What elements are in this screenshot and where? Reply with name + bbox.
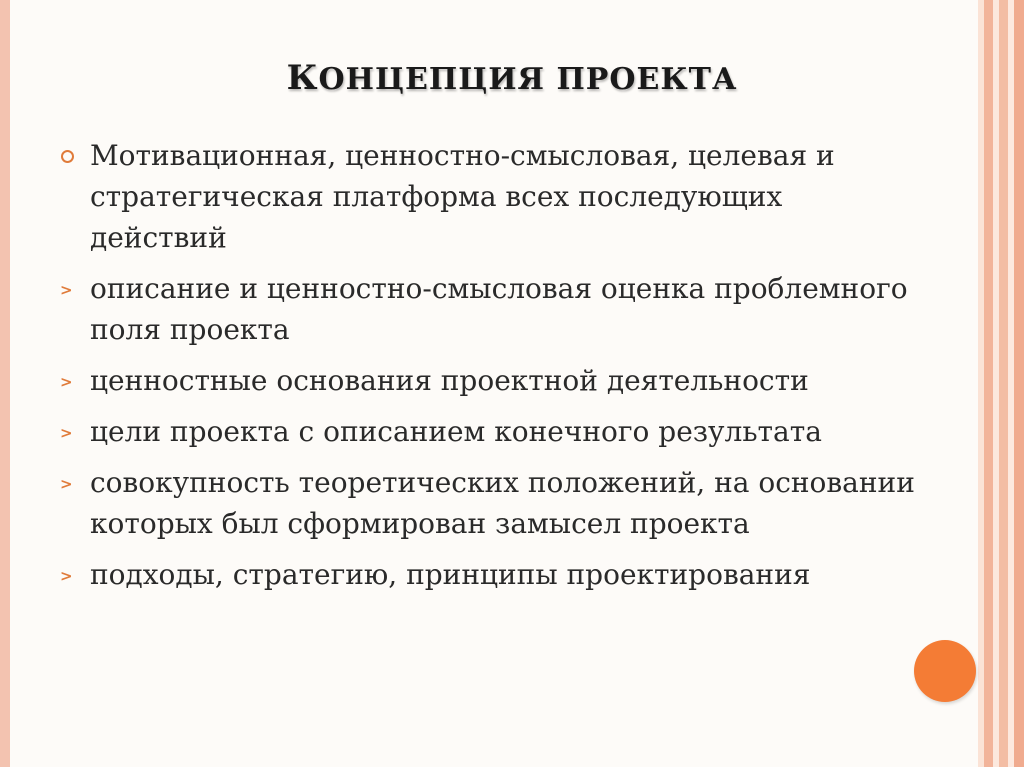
arrow-bullet-icon bbox=[60, 462, 82, 503]
bullet-list bbox=[60, 135, 920, 605]
list-item bbox=[60, 268, 920, 350]
list-item bbox=[60, 135, 920, 258]
list-item bbox=[60, 360, 920, 401]
arrow-bullet-glyph: > bbox=[60, 424, 73, 442]
list-item-text: совокупность теоретических положений, на основании которых был сформирован замысел проекта bbox=[90, 466, 915, 540]
decorative-stripe bbox=[999, 0, 1008, 767]
decorative-stripe bbox=[984, 0, 993, 767]
list-item bbox=[60, 462, 920, 544]
decorative-stripe bbox=[1014, 0, 1024, 767]
ring-bullet-icon bbox=[60, 135, 82, 176]
arrow-bullet-glyph: > bbox=[60, 475, 73, 493]
slide-title-first-letter: К bbox=[286, 58, 319, 98]
list-item-text: ценностные основания проектной деятельности bbox=[90, 364, 809, 397]
arrow-bullet-icon bbox=[60, 411, 82, 452]
list-item bbox=[60, 554, 920, 595]
right-decorative-stripes bbox=[978, 0, 1024, 767]
list-item-text: Мотивационная, ценностно-смысловая, целевая и стратегическая платформа всех последующих действий bbox=[90, 139, 835, 254]
list-item-text: описание и ценностно-смысловая оценка проблемного поля проекта bbox=[90, 272, 908, 346]
orange-circle-icon bbox=[914, 640, 976, 702]
arrow-bullet-glyph: > bbox=[60, 567, 73, 585]
list-item-text: подходы, стратегию, принципы проектирования bbox=[90, 558, 811, 591]
left-frame-border bbox=[0, 0, 10, 767]
ring-bullet-icon-shape bbox=[61, 150, 74, 163]
slide-title-rest: ОНЦЕПЦИЯ ПРОЕКТА bbox=[318, 62, 738, 97]
slide-title bbox=[0, 58, 1024, 98]
arrow-bullet-glyph: > bbox=[60, 373, 73, 391]
list-item bbox=[60, 411, 920, 452]
arrow-bullet-icon bbox=[60, 268, 82, 309]
arrow-bullet-icon bbox=[60, 554, 82, 595]
arrow-bullet-icon bbox=[60, 360, 82, 401]
arrow-bullet-glyph: > bbox=[60, 281, 73, 299]
list-item-text: цели проекта с описанием конечного результата bbox=[90, 415, 822, 448]
